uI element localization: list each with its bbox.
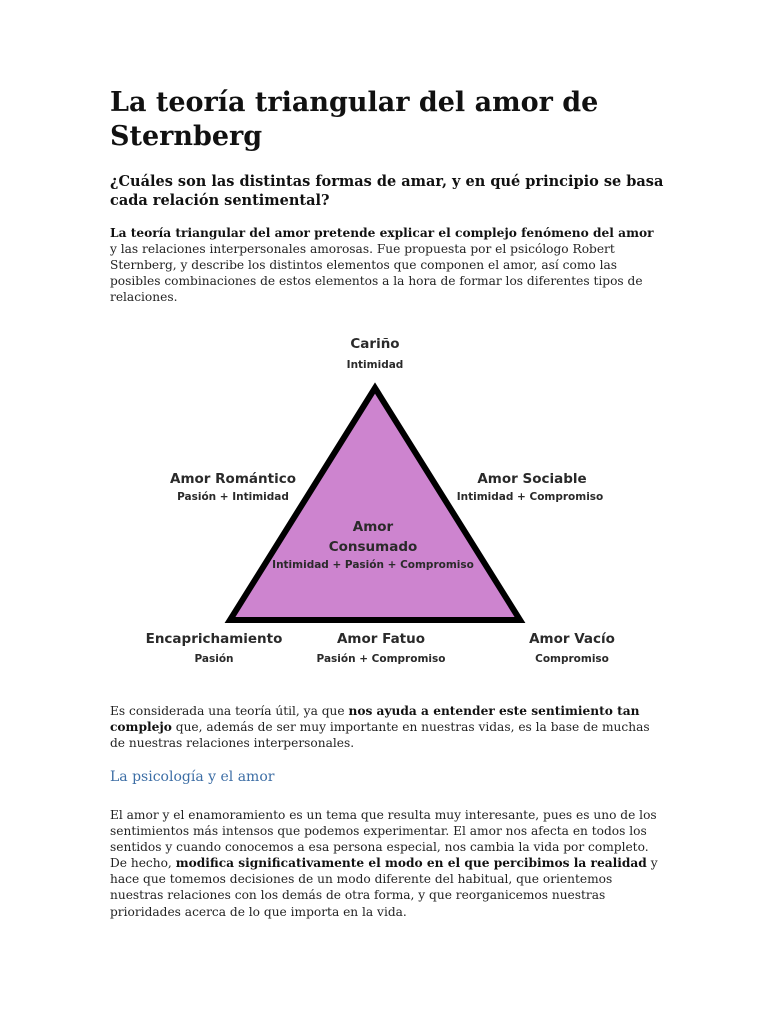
left-side-title: Amor Romántico — [170, 471, 296, 487]
third-paragraph-after: y hace que tomemos decisiones de un modo diferente del habitual, que orientemos nuestras relaciones con los demás de otra forma, y que reorganicemos nuestras prioridades acerca de lo que importa en la vida. — [110, 856, 658, 919]
second-paragraph — [110, 703, 662, 751]
center-title-line2: Consumado — [328, 539, 418, 555]
third-paragraph — [110, 807, 662, 920]
bottom-center-title: Amor Fatuo — [336, 631, 426, 647]
page-title: La teoría triangular del amor de Sternberg — [110, 87, 599, 152]
center-sub: Intimidad + Pasión + Compromiso — [272, 559, 474, 571]
third-paragraph-bold: modifica significativamente el modo en el que percibimos la realidad — [175, 856, 647, 871]
page-subtitle: ¿Cuáles son las distintas formas de amar, y en qué principio se basa cada relación sentimental? — [110, 173, 664, 209]
top-vertex-title: Cariño — [350, 336, 400, 352]
center-title-line1: Amor — [352, 519, 394, 535]
sternberg-triangle-diagram — [130, 330, 630, 675]
love-triangle — [230, 388, 520, 620]
bottom-left-sub: Pasión — [194, 653, 234, 665]
intro-bold-lead: La teoría triangular del amor pretende explicar el complejo fenómeno del amor — [110, 226, 654, 240]
second-paragraph-bold: nos ayuda a entender este sentimiento tan complejo — [110, 704, 640, 735]
bottom-left-title: Encaprichamiento — [145, 631, 283, 647]
third-paragraph-before: El amor y el enamoramiento es un tema que resulta muy interesante, pues es uno de los sentimientos más intensos que podemos experimentar. El amor nos afecta en todos los sentidos y cuando conocemos a esa persona especial, nos cambia la vida por completo. De hecho, — [110, 808, 657, 871]
intro-paragraph — [110, 225, 662, 305]
section-heading: La psicología y el amor — [110, 769, 275, 785]
second-paragraph-after: que, además de ser muy importante en nuestras vidas, es la base de muchas de nuestras relaciones interpersonales. — [110, 720, 650, 751]
bottom-right-sub: Compromiso — [535, 653, 609, 665]
bottom-right-title: Amor Vacío — [529, 631, 615, 647]
top-vertex-sub: Intimidad — [346, 359, 404, 371]
right-side-sub: Intimidad + Compromiso — [456, 491, 604, 503]
second-paragraph-before: Es considerada una teoría útil, ya que — [110, 704, 349, 718]
right-side-title: Amor Sociable — [477, 471, 587, 487]
intro-rest: y las relaciones interpersonales amorosas. Fue propuesta por el psicólogo Robert Sternberg, y describe los distintos elementos que componen el amor, así como las posibles combinaciones de estos elementos a la hora de formar los diferentes tipos de relaciones. — [110, 242, 643, 305]
bottom-center-sub: Pasión + Compromiso — [316, 653, 446, 665]
left-side-sub: Pasión + Intimidad — [177, 491, 289, 503]
